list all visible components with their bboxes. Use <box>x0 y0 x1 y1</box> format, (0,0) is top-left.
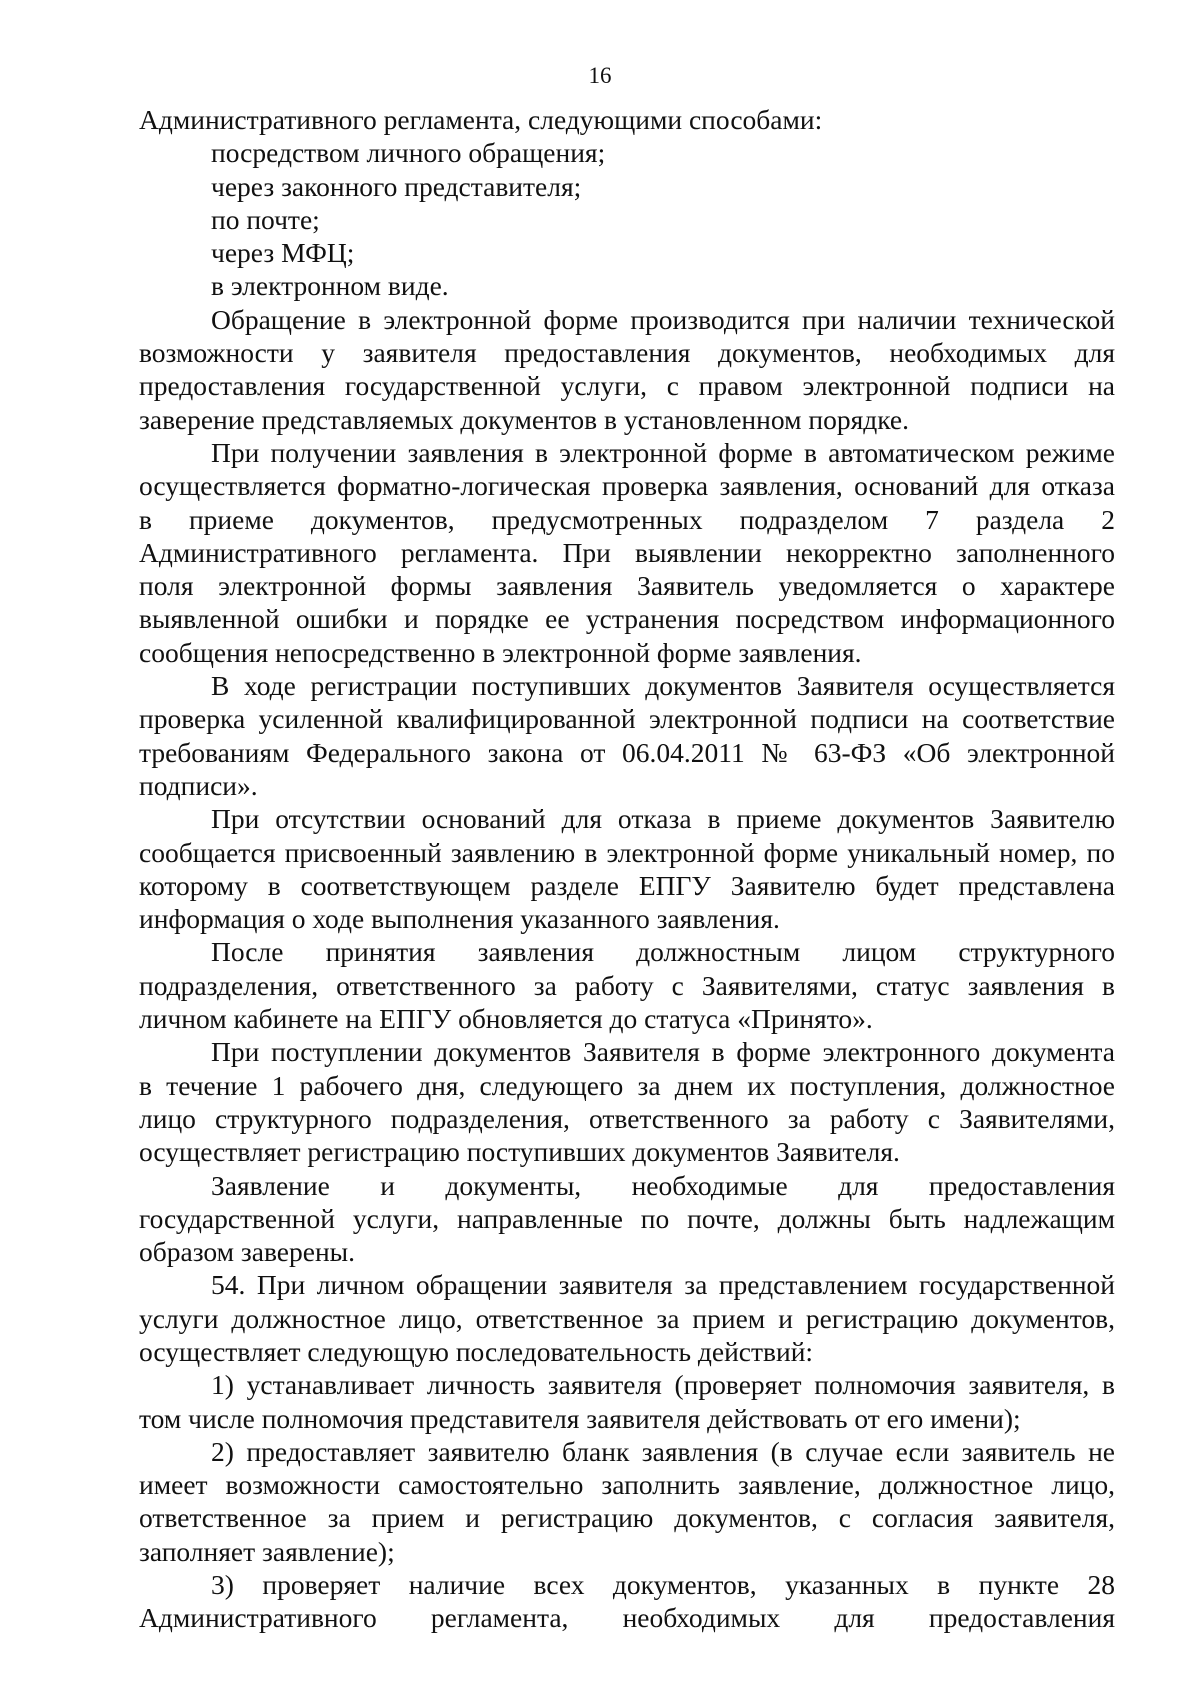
text-line: Административного регламента. При выявлении некорректно заполненного <box>139 536 1115 568</box>
text-line: услуги должностное лицо, ответственное за прием и регистрацию документов, <box>139 1302 1115 1334</box>
text-line: в течение 1 рабочего дня, следующего за днем их поступления, должностное <box>139 1069 1115 1101</box>
text-line: в электронном виде. <box>211 270 449 302</box>
text-line: возможности у заявителя предоставления документов, необходимых для <box>139 337 1115 369</box>
text-line: сообщения непосредственно в электронной форме заявления. <box>139 636 862 668</box>
text-line: посредством личного обращения; <box>211 137 606 169</box>
text-line: ответственное за прием и регистрацию документов, с согласия заявителя, <box>139 1502 1115 1534</box>
text-line: информация о ходе выполнения указанного заявления. <box>139 903 780 935</box>
text-line: 3) проверяет наличие всех документов, указанных в пункте 28 <box>211 1569 1115 1601</box>
text-line: заверение представляемых документов в установленном порядке. <box>139 403 909 435</box>
text-line: проверка усиленной квалифицированной электронной подписи на соответствие <box>139 703 1115 735</box>
text-line: осуществляет следующую последовательность действий: <box>139 1335 814 1367</box>
text-line: через законного представителя; <box>211 170 582 202</box>
document-body <box>139 103 1115 1635</box>
text-line: В ходе регистрации поступивших документов Заявителя осуществляется <box>211 670 1115 702</box>
text-line: которому в соответствующем разделе ЕПГУ Заявителю будет представлена <box>139 869 1115 901</box>
text-line: подразделения, ответственного за работу с Заявителями, статус заявления в <box>139 969 1115 1001</box>
text-line: 2) предоставляет заявителю бланк заявления (в случае если заявитель не <box>211 1435 1115 1467</box>
text-line: государственной услуги, направленные по почте, должны быть надлежащим <box>139 1202 1115 1234</box>
text-line: Административного регламента, необходимых для предоставления <box>139 1602 1115 1634</box>
text-line: При поступлении документов Заявителя в форме электронного документа <box>211 1036 1115 1068</box>
text-line: личном кабинете на ЕПГУ обновляется до статуса «Принято». <box>139 1003 873 1035</box>
text-line: по почте; <box>211 203 320 235</box>
text-line: подписи». <box>139 769 258 801</box>
text-line: Обращение в электронной форме производится при наличии технической <box>211 303 1115 335</box>
text-line: 54. При личном обращении заявителя за представлением государственной <box>211 1269 1115 1301</box>
text-line: После принятия заявления должностным лицом структурного <box>211 936 1115 968</box>
text-line: том числе полномочия представителя заявителя действовать от его имени); <box>139 1402 1021 1434</box>
text-line: образом заверены. <box>139 1236 356 1268</box>
text-line: поля электронной формы заявления Заявитель уведомляется о характере <box>139 570 1115 602</box>
text-line: лицо структурного подразделения, ответственного за работу с Заявителями, <box>139 1102 1115 1134</box>
text-line: имеет возможности самостоятельно заполнить заявление, должностное лицо, <box>139 1469 1115 1501</box>
text-line: через МФЦ; <box>211 237 355 269</box>
text-line: выявленной ошибки и порядке ее устранения посредством информационного <box>139 603 1115 635</box>
page-number: 16 <box>588 63 612 88</box>
text-line: сообщается присвоенный заявлению в электронной форме уникальный номер, по <box>139 836 1115 868</box>
text-line: 1) устанавливает личность заявителя (проверяет полномочия заявителя, в <box>211 1369 1115 1401</box>
text-line: При получении заявления в электронной форме в автоматическом режиме <box>211 436 1115 468</box>
text-line: осуществляет регистрацию поступивших документов Заявителя. <box>139 1136 900 1168</box>
text-line: предоставления государственной услуги, с правом электронной подписи на <box>139 370 1115 402</box>
text-line: Административного регламента, следующими способами: <box>139 104 823 135</box>
text-line: в приеме документов, предусмотренных подразделом 7 раздела 2 <box>139 503 1115 535</box>
text-line: осуществляется форматно-логическая проверка заявления, оснований для отказа <box>139 470 1115 502</box>
text-line: Заявление и документы, необходимые для предоставления <box>211 1169 1115 1201</box>
text-line: заполняет заявление); <box>139 1535 395 1567</box>
text-line: требованиям Федерального закона от 06.04.2011 № 63-ФЗ «Об электронной <box>139 736 1115 768</box>
text-line: При отсутствии оснований для отказа в приеме документов Заявителю <box>211 803 1115 835</box>
